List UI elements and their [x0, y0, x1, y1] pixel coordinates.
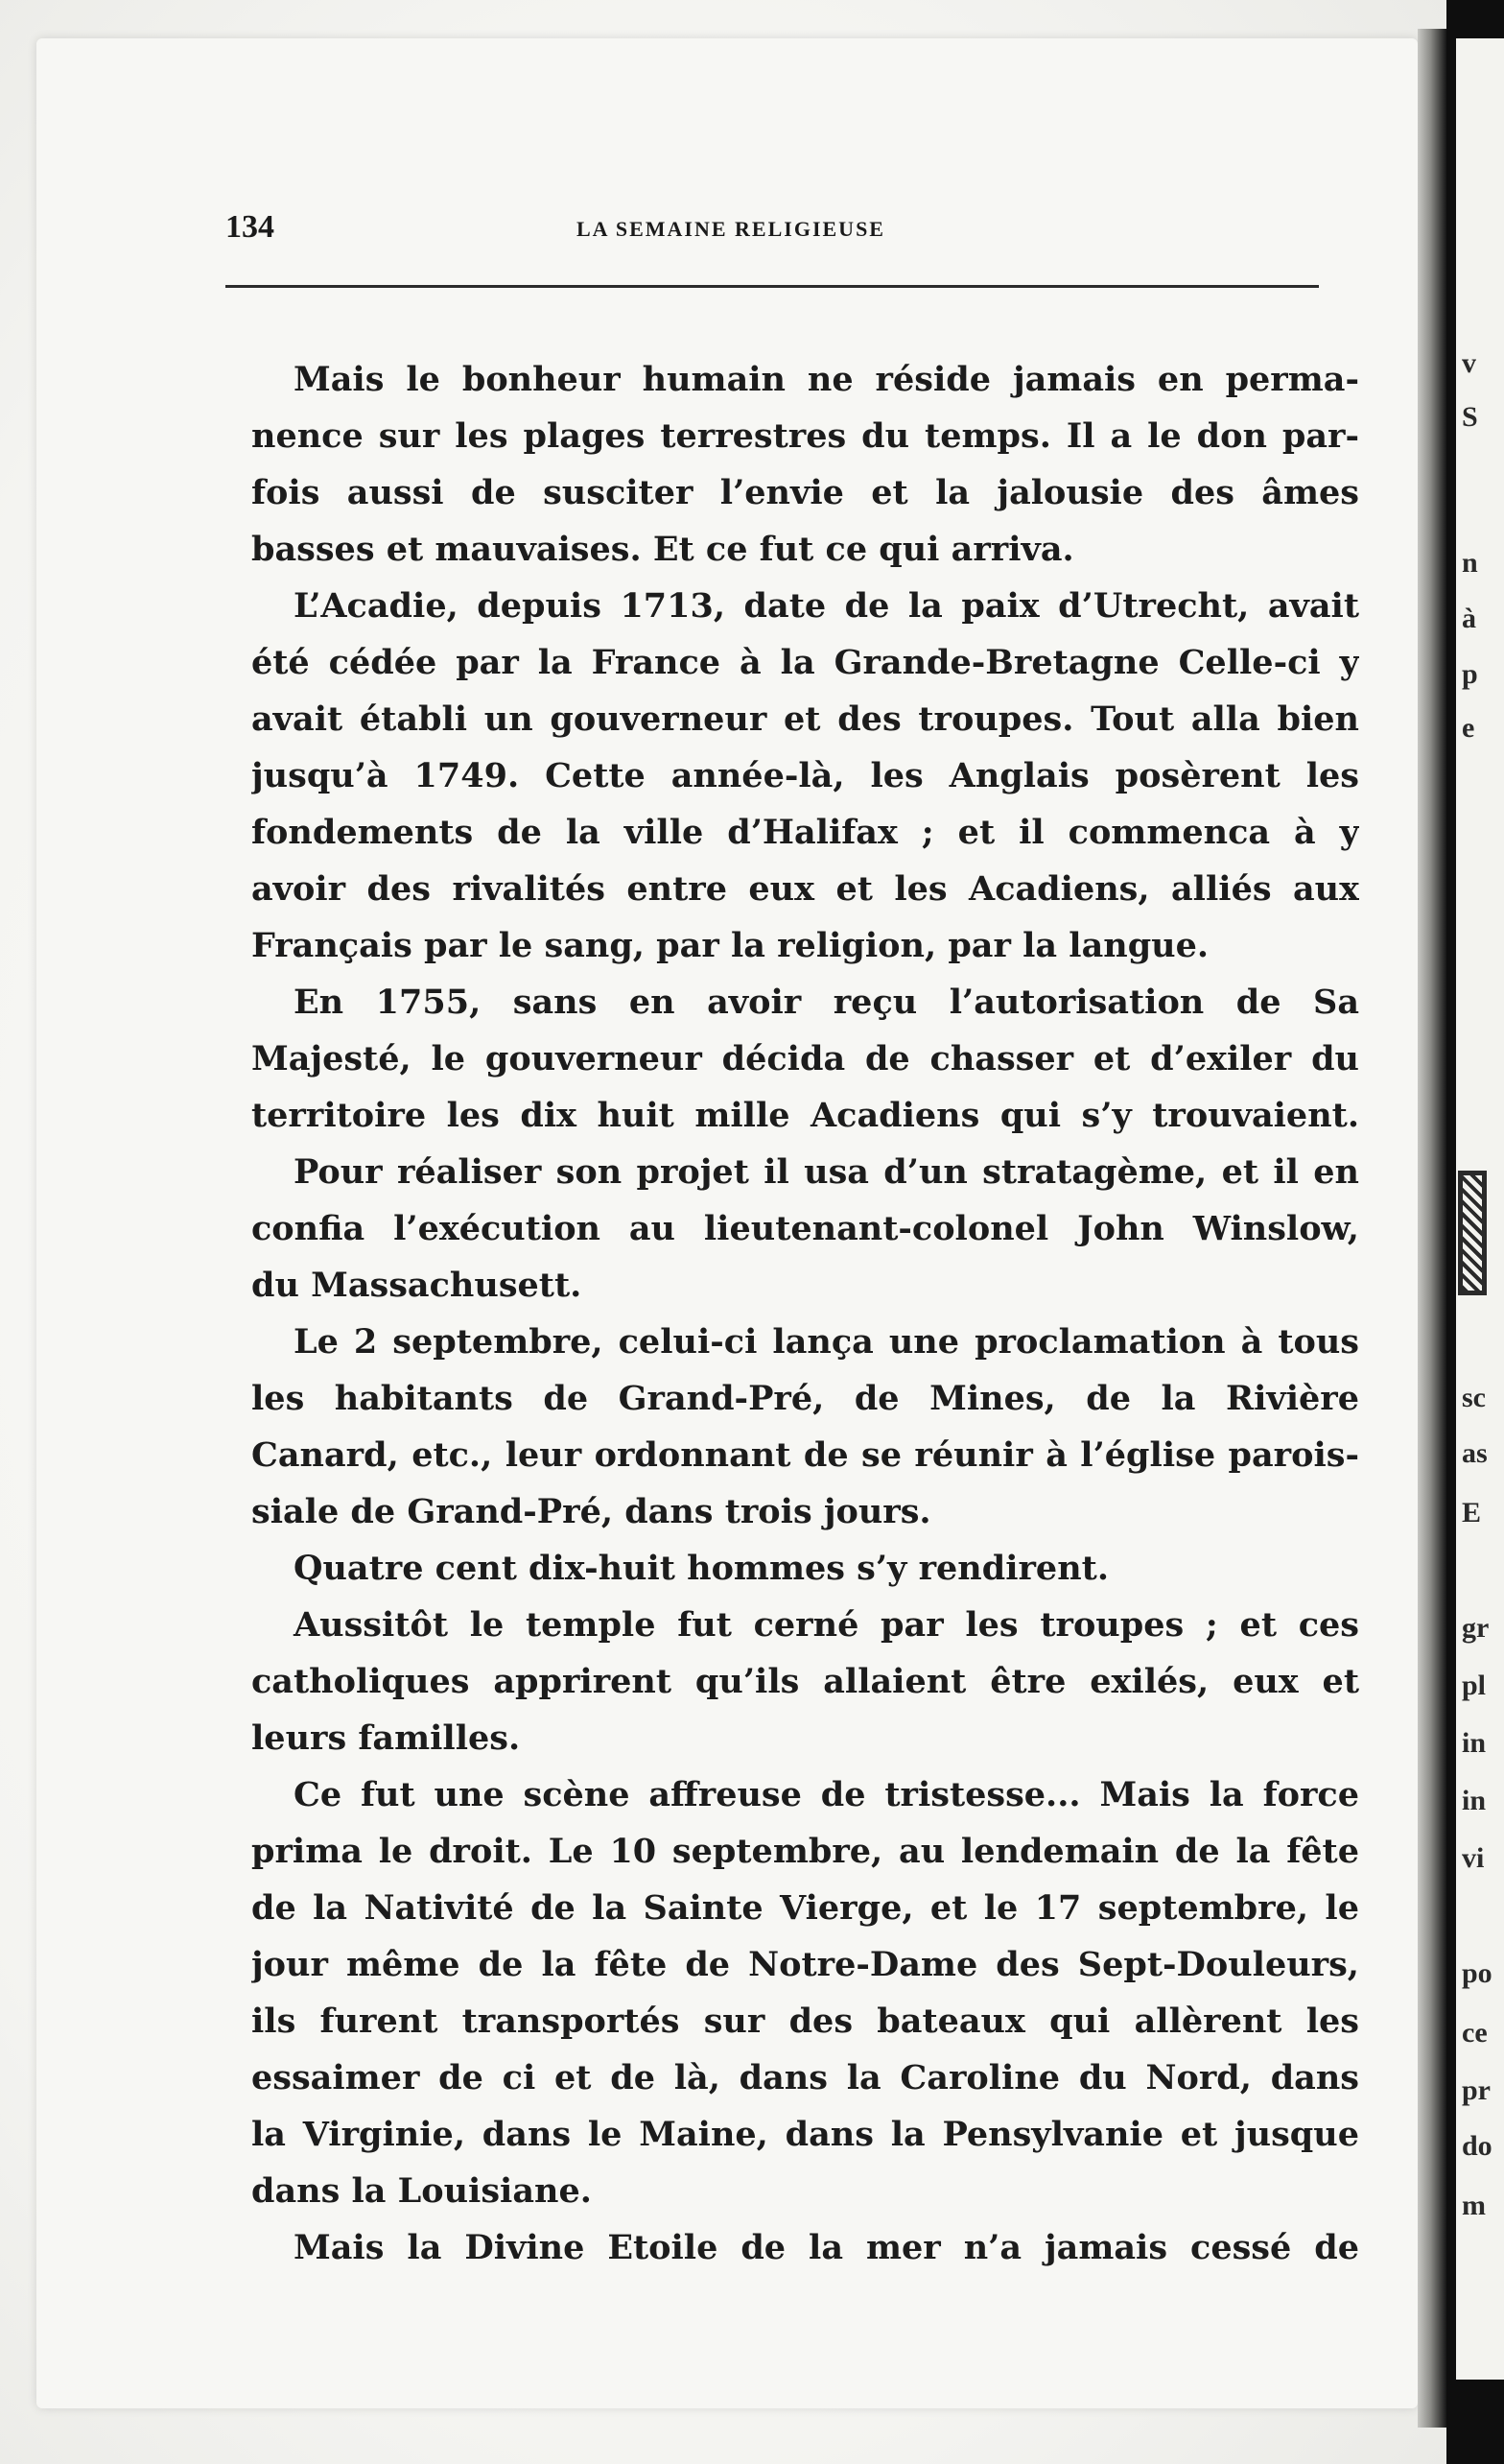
adjacent-fragment: p: [1462, 658, 1478, 690]
text-line: siale de Grand-Pré, dans trois jours.: [251, 1492, 931, 1531]
text-line: L’Acadie, depuis 1713, date de la paix d’Utrecht, avait: [294, 586, 1359, 626]
text-line: prima le droit. Le 10 septembre, au lendemain de la fête: [251, 1832, 1359, 1871]
adjacent-fragment: do: [1462, 2130, 1492, 2162]
book-gutter: [1418, 29, 1446, 2428]
text-line: nence sur les plages terrestres du temps. Il a le don par-: [251, 416, 1359, 456]
text-line: les habitants de Grand-Pré, de Mines, de la Rivière: [251, 1379, 1359, 1418]
text-line: Pour réaliser son projet il usa d’un stratagème, et il en: [294, 1152, 1359, 1192]
adjacent-fragment: pr: [1462, 2074, 1491, 2106]
adjacent-fragment: à: [1462, 603, 1476, 634]
text-line: avoir des rivalités entre eux et les Acadiens, alliés aux: [251, 869, 1359, 909]
text-line: jusqu’à 1749. Cette année-là, les Anglais posèrent les: [251, 756, 1359, 795]
text-line: Le 2 septembre, celui-ci lança une proclamation à tous: [294, 1322, 1359, 1362]
adjacent-ornament-icon: [1458, 1171, 1487, 1295]
adjacent-fragment: ce: [1462, 2017, 1488, 2049]
text-line: confia l’exécution au lieutenant-colonel John Winslow,: [251, 1209, 1359, 1248]
text-line: Quatre cent dix-huit hommes s’y rendirent.: [294, 1549, 1109, 1588]
text-line: dans la Louisiane.: [251, 2171, 592, 2211]
text-line: fois aussi de susciter l’envie et la jalousie des âmes: [251, 473, 1359, 512]
text-line: essaimer de ci et de là, dans la Caroline du Nord, dans: [251, 2058, 1359, 2097]
text-line: Majesté, le gouverneur décida de chasser et d’exiler du: [251, 1039, 1359, 1078]
text-line: Canard, etc., leur ordonnant de se réunir à l’église parois-: [251, 1435, 1359, 1475]
text-line: catholiques apprirent qu’ils allaient être exilés, eux et: [251, 1662, 1359, 1701]
text-line: En 1755, sans en avoir reçu l’autorisation de Sa: [294, 983, 1359, 1022]
text-line: Ce fut une scène affreuse de tristesse... Mais la force: [294, 1775, 1359, 1814]
text-line: avait établi un gouverneur et des troupes. Tout alla bien: [251, 699, 1359, 739]
adjacent-fragment: n: [1462, 547, 1478, 579]
adjacent-fragment: in: [1462, 1727, 1487, 1759]
adjacent-fragment: v: [1462, 347, 1476, 379]
text-line: leurs familles.: [251, 1718, 521, 1758]
adjacent-fragment: S: [1462, 401, 1478, 433]
adjacent-fragment: pl: [1462, 1670, 1487, 1701]
adjacent-fragment: po: [1462, 1957, 1492, 1989]
text-line: Français par le sang, par la religion, par la langue.: [251, 926, 1210, 965]
text-line: du Massachusett.: [251, 1266, 582, 1305]
text-line: de la Nativité de la Sainte Vierge, et le 17 septembre, le: [251, 1888, 1359, 1928]
text-line: ils furent transportés sur des bateaux qui allèrent les: [251, 2002, 1359, 2041]
adjacent-page-edge: [1456, 38, 1504, 2380]
adjacent-fragment: as: [1462, 1437, 1488, 1469]
text-line: Aussitôt le temple fut cerné par les troupes ; et ces: [294, 1605, 1359, 1645]
running-head: [225, 209, 1319, 257]
running-title: LA SEMAINE RELIGIEUSE: [576, 217, 885, 241]
adjacent-fragment: gr: [1462, 1612, 1490, 1644]
text-line: jour même de la fête de Notre-Dame des Sept-Douleurs,: [251, 1945, 1359, 1984]
adjacent-fragment: sc: [1462, 1382, 1486, 1413]
text-line: Mais la Divine Etoile de la mer n’a jamais cessé de: [294, 2228, 1359, 2267]
adjacent-fragment: in: [1462, 1785, 1487, 1816]
text-line: basses et mauvaises. Et ce fut ce qui arriva.: [251, 530, 1074, 569]
adjacent-fragment: m: [1462, 2190, 1486, 2221]
adjacent-fragment: vi: [1462, 1842, 1485, 1874]
adjacent-fragment: e: [1462, 712, 1475, 744]
page-number: 134: [225, 209, 274, 245]
text-line: territoire les dix huit mille Acadiens qui s’y trouvaient.: [251, 1096, 1359, 1135]
text-line: fondements de la ville d’Halifax ; et il commenca à y: [251, 813, 1359, 852]
header-rule: [225, 285, 1319, 288]
text-line: la Virginie, dans le Maine, dans la Pensylvanie et jusque: [251, 2115, 1359, 2154]
text-line: été cédée par la France à la Grande-Bretagne Celle-ci y: [251, 643, 1359, 682]
adjacent-fragment: E: [1462, 1497, 1482, 1528]
body-text: [251, 351, 1359, 2276]
text-line: Mais le bonheur humain ne réside jamais en perma-: [294, 360, 1359, 399]
